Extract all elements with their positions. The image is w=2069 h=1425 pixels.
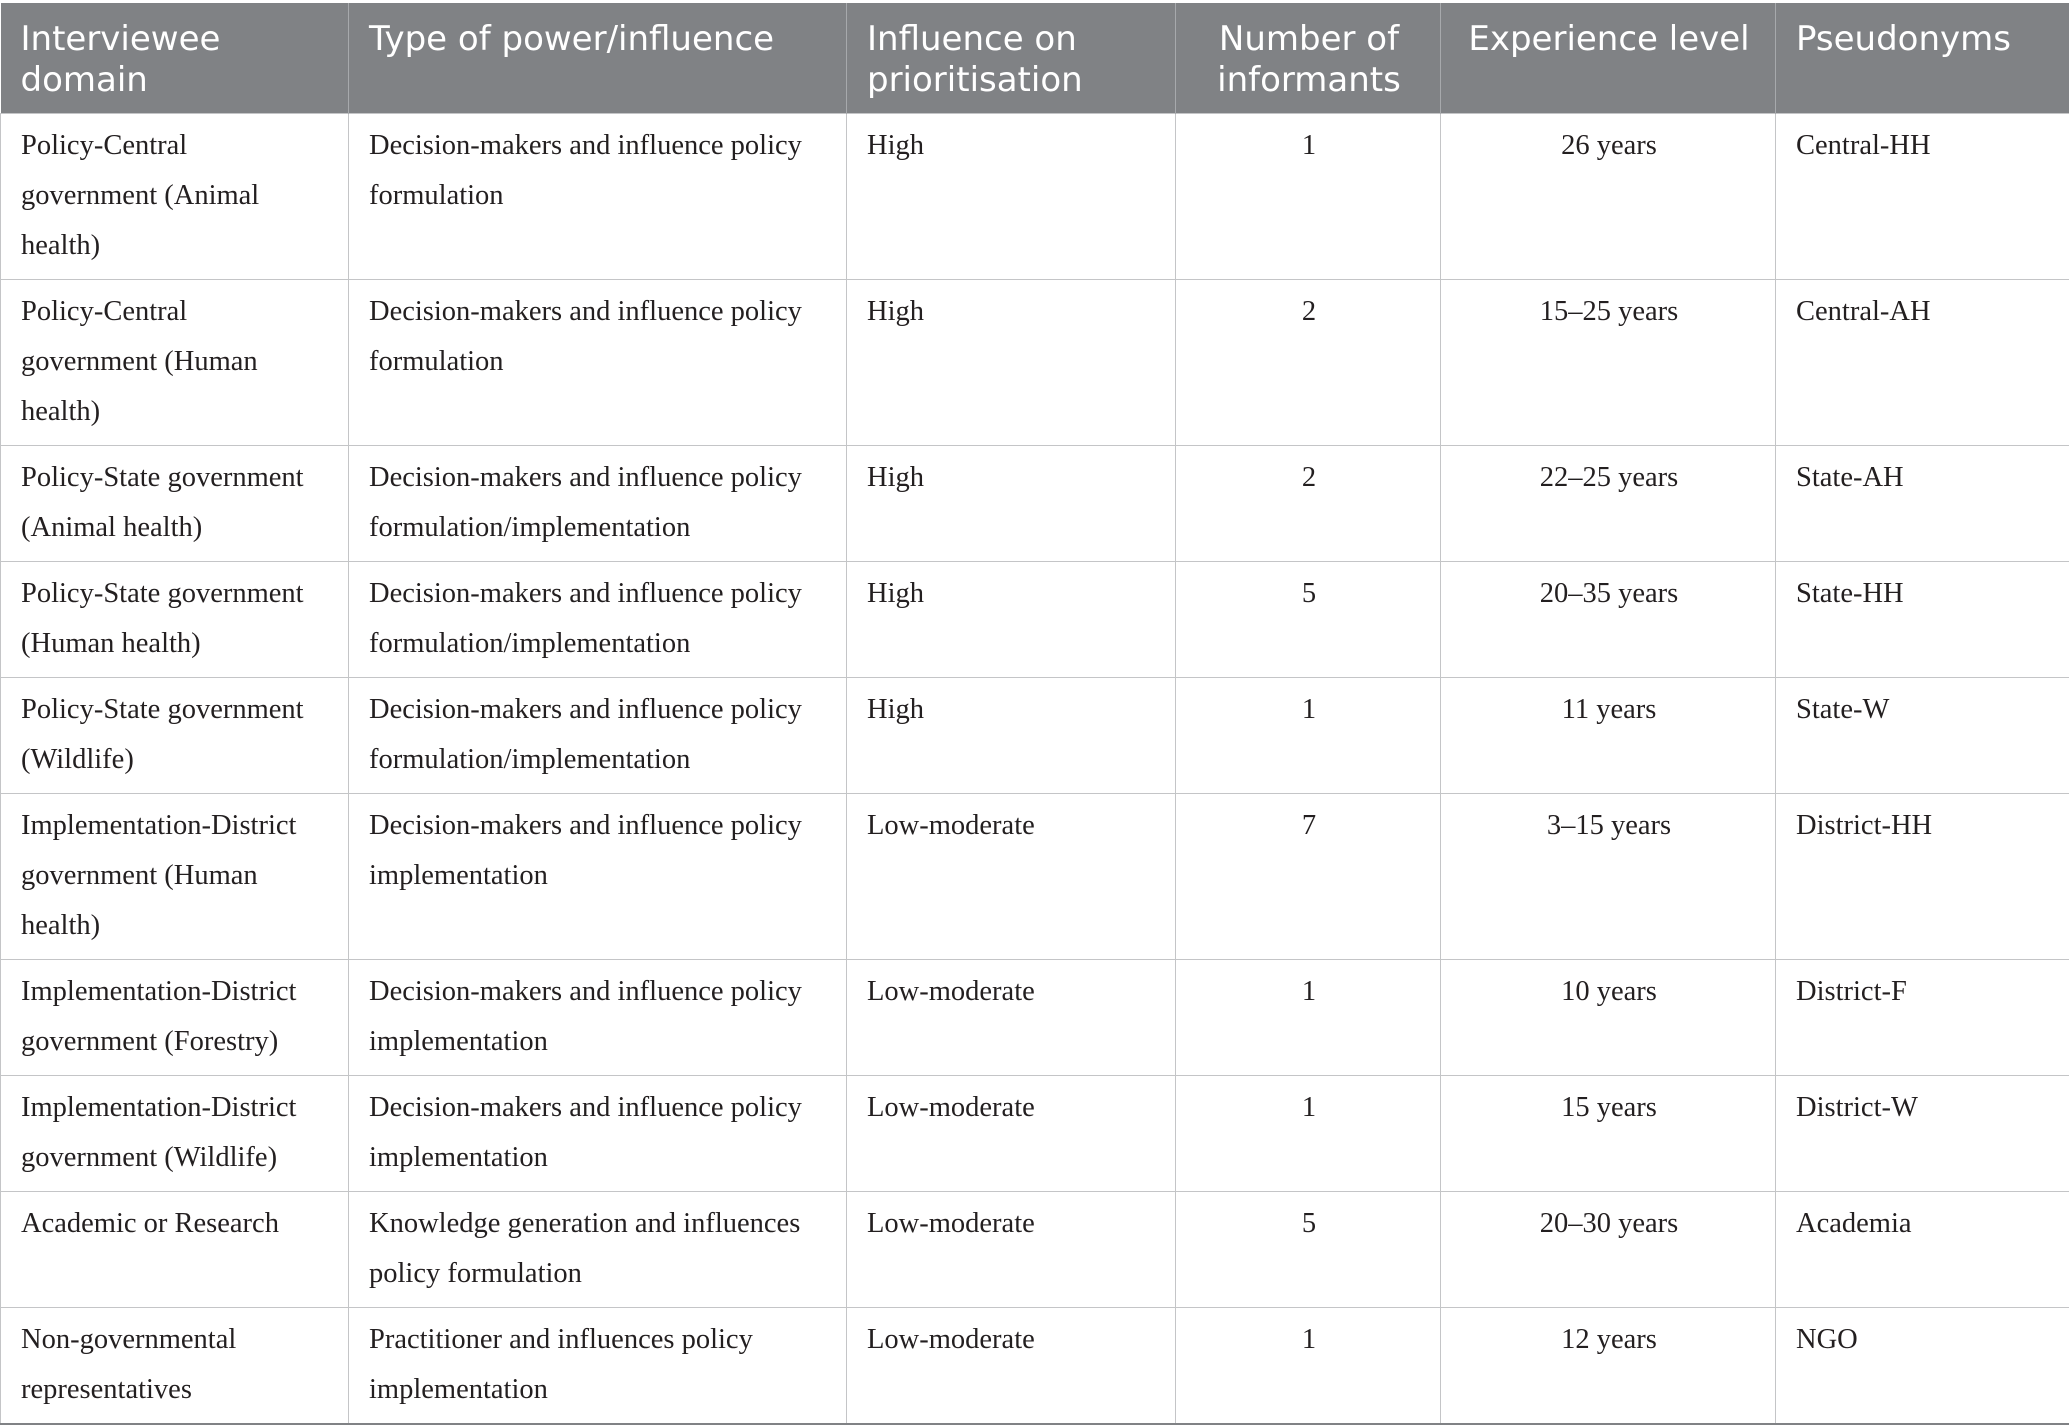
cell-influence: High [847, 445, 1176, 561]
header-pseudonyms: Pseudonyms [1776, 3, 2069, 113]
cell-informants: 1 [1176, 1075, 1441, 1191]
table-row [1, 279, 2069, 445]
cell-experience: 20–30 years [1441, 1191, 1776, 1307]
header-interviewee-domain: Interviewee domain [1, 3, 349, 113]
cell-power-type: Knowledge generation and influences policy formulation [349, 1191, 847, 1307]
cell-pseudonym: District-W [1776, 1075, 2069, 1191]
header-influence-on-prioritisation: Influence on prioritisation [847, 3, 1176, 113]
cell-informants: 2 [1176, 445, 1441, 561]
cell-domain: Implementation-District government (Forestry) [1, 959, 349, 1075]
cell-experience: 22–25 years [1441, 445, 1776, 561]
table-body [1, 113, 2069, 1424]
cell-informants: 1 [1176, 959, 1441, 1075]
table-row [1, 1307, 2069, 1424]
cell-influence: High [847, 113, 1176, 279]
informants-table [0, 3, 2069, 1425]
cell-experience: 26 years [1441, 113, 1776, 279]
cell-informants: 5 [1176, 561, 1441, 677]
cell-informants: 1 [1176, 113, 1441, 279]
table-row [1, 1075, 2069, 1191]
table-row [1, 113, 2069, 279]
cell-experience: 20–35 years [1441, 561, 1776, 677]
table-row [1, 1191, 2069, 1307]
cell-pseudonym: NGO [1776, 1307, 2069, 1424]
cell-domain: Policy-State government (Animal health) [1, 445, 349, 561]
cell-pseudonym: State-AH [1776, 445, 2069, 561]
header-type-of-power: Type of power/influence [349, 3, 847, 113]
cell-pseudonym: State-HH [1776, 561, 2069, 677]
cell-domain: Academic or Research [1, 1191, 349, 1307]
cell-experience: 12 years [1441, 1307, 1776, 1424]
cell-experience: 11 years [1441, 677, 1776, 793]
cell-power-type: Decision-makers and influence policy formulation/implementation [349, 561, 847, 677]
cell-power-type: Decision-makers and influence policy formulation/implementation [349, 445, 847, 561]
header-row [1, 3, 2069, 113]
table-row [1, 959, 2069, 1075]
cell-power-type: Decision-makers and influence policy formulation [349, 113, 847, 279]
cell-pseudonym: Central-AH [1776, 279, 2069, 445]
table-row [1, 793, 2069, 959]
cell-power-type: Decision-makers and influence policy implementation [349, 959, 847, 1075]
cell-power-type: Decision-makers and influence policy formulation [349, 279, 847, 445]
cell-pseudonym: Central-HH [1776, 113, 2069, 279]
table-row [1, 677, 2069, 793]
cell-experience: 15–25 years [1441, 279, 1776, 445]
cell-domain: Implementation-District government (Human health) [1, 793, 349, 959]
cell-domain: Policy-Central government (Human health) [1, 279, 349, 445]
cell-domain: Policy-State government (Human health) [1, 561, 349, 677]
cell-influence: Low-moderate [847, 1191, 1176, 1307]
cell-pseudonym: District-F [1776, 959, 2069, 1075]
cell-power-type: Practitioner and influences policy implementation [349, 1307, 847, 1424]
cell-domain: Policy-Central government (Animal health) [1, 113, 349, 279]
cell-influence: Low-moderate [847, 793, 1176, 959]
cell-domain: Non-governmental representatives [1, 1307, 349, 1424]
cell-pseudonym: State-W [1776, 677, 2069, 793]
table-header [1, 3, 2069, 113]
cell-power-type: Decision-makers and influence policy implementation [349, 1075, 847, 1191]
cell-pseudonym: District-HH [1776, 793, 2069, 959]
cell-power-type: Decision-makers and influence policy implementation [349, 793, 847, 959]
cell-informants: 7 [1176, 793, 1441, 959]
cell-influence: High [847, 677, 1176, 793]
cell-influence: Low-moderate [847, 959, 1176, 1075]
cell-domain: Policy-State government (Wildlife) [1, 677, 349, 793]
cell-pseudonym: Academia [1776, 1191, 2069, 1307]
cell-informants: 1 [1176, 677, 1441, 793]
informants-table-container [0, 3, 2069, 1425]
cell-experience: 10 years [1441, 959, 1776, 1075]
cell-domain: Implementation-District government (Wildlife) [1, 1075, 349, 1191]
header-experience-level: Experience level [1441, 3, 1776, 113]
cell-experience: 3–15 years [1441, 793, 1776, 959]
cell-informants: 1 [1176, 1307, 1441, 1424]
cell-influence: High [847, 279, 1176, 445]
cell-influence: Low-moderate [847, 1075, 1176, 1191]
cell-experience: 15 years [1441, 1075, 1776, 1191]
cell-informants: 2 [1176, 279, 1441, 445]
table-row [1, 445, 2069, 561]
cell-informants: 5 [1176, 1191, 1441, 1307]
header-number-of-informants: Number of informants [1176, 3, 1441, 113]
table-row [1, 561, 2069, 677]
cell-power-type: Decision-makers and influence policy formulation/implementation [349, 677, 847, 793]
cell-influence: High [847, 561, 1176, 677]
cell-influence: Low-moderate [847, 1307, 1176, 1424]
